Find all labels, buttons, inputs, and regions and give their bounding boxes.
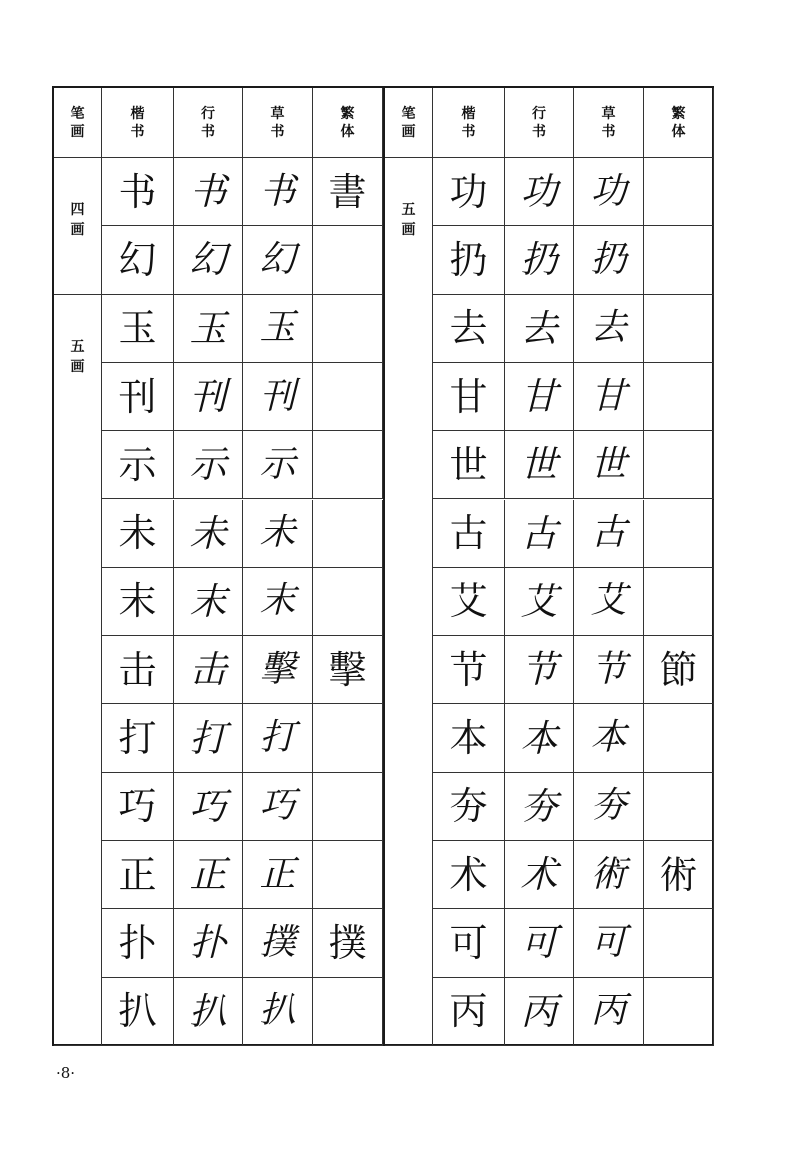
right-cell-kai [433,363,505,431]
glyph-kai: 末 [118,579,157,624]
right-cell-fan [644,773,714,841]
glyph-cao: 扒 [259,990,296,1032]
glyph-cao: 術 [590,853,627,895]
right-cell-xing [505,226,574,294]
right-cell-cao [574,431,644,499]
right-cell-cao [574,295,644,363]
left-cell-xing [174,909,243,977]
left-cell-xing [174,978,243,1046]
glyph-cao: 打 [259,717,296,759]
glyph-kai: 世 [449,442,488,487]
header-cao-char: 草 [270,105,285,122]
glyph-kai: 术 [449,852,488,897]
left-cell-fan [313,500,383,568]
left-cell-xing [174,226,243,294]
header-xing-char: 行 [532,105,546,122]
left-cell-xing [174,500,243,568]
right-cell-xing [505,295,574,363]
glyph-kai: 可 [449,920,488,965]
header-cao-char: 书 [601,123,616,140]
left-stroke-group [54,158,102,295]
left-cell-xing [174,363,243,431]
header-cao-char: 书 [270,123,285,140]
glyph-xing: 甘 [520,375,558,419]
glyph-xing: 世 [520,443,558,487]
right-header-xing [505,88,574,158]
right-cell-kai [433,704,505,772]
glyph-kai: 扔 [449,237,488,282]
glyph-cao: 扔 [590,238,627,280]
glyph-xing: 幻 [189,238,227,282]
header-xing-char: 书 [201,123,215,140]
right-stroke-group [385,158,433,1046]
left-cell-kai [102,295,174,363]
glyph-kai: 去 [449,306,488,351]
glyph-xing: 扑 [189,921,227,965]
glyph-cao: 去 [590,307,627,349]
glyph-xing: 刊 [189,375,227,419]
left-cell-cao [243,363,313,431]
right-cell-xing [505,704,574,772]
header-fan-char: 体 [340,123,355,140]
header-xing-char: 书 [532,123,546,140]
left-cell-cao [243,841,313,909]
glyph-xing: 末 [189,579,227,623]
glyph-xing: 玉 [189,306,227,350]
left-header-fan [313,88,383,158]
glyph-cao: 丙 [590,990,627,1032]
glyph-kai: 击 [118,647,157,692]
right-cell-xing [505,841,574,909]
right-cell-fan [644,158,714,226]
glyph-cao: 撲 [259,921,296,963]
glyph-xing: 击 [189,648,227,692]
right-cell-kai [433,841,505,909]
header-stroke-char: 画 [401,123,416,140]
left-cell-xing [174,568,243,636]
right-cell-cao [574,909,644,977]
calligraphy-table [52,86,714,1046]
left-cell-fan [313,431,383,499]
left-cell-kai [102,704,174,772]
glyph-kai: 刊 [118,374,157,419]
right-cell-fan [644,568,714,636]
glyph-cao: 艾 [590,580,627,622]
header-stroke-char: 笔 [70,105,85,122]
left-cell-fan [313,568,383,636]
left-cell-cao [243,636,313,704]
header-cao-char: 草 [601,105,616,122]
right-cell-xing [505,773,574,841]
glyph-kai: 正 [118,852,157,897]
glyph-xing: 扒 [189,989,227,1033]
left-cell-cao [243,704,313,772]
left-cell-fan [313,909,383,977]
right-cell-cao [574,978,644,1046]
right-cell-cao [574,636,644,704]
left-header-cao [243,88,313,158]
glyph-xing: 古 [520,511,558,555]
glyph-xing: 本 [520,716,558,760]
glyph-kai: 幻 [118,237,157,282]
left-cell-kai [102,841,174,909]
left-header-stroke [54,88,102,158]
left-cell-xing [174,841,243,909]
right-cell-fan [644,704,714,772]
right-cell-xing [505,500,574,568]
glyph-xing: 示 [189,443,227,487]
glyph-fan: 書 [328,169,367,214]
header-fan-char: 繁 [340,105,355,122]
glyph-xing: 功 [520,170,558,214]
left-cell-kai [102,363,174,431]
right-cell-xing [505,568,574,636]
left-cell-fan [313,978,383,1046]
header-fan-char: 体 [671,123,686,140]
right-header-cao [574,88,644,158]
glyph-kai: 书 [118,169,157,214]
right-header-fan [644,88,714,158]
right-cell-kai [433,909,505,977]
glyph-kai: 玉 [118,306,157,351]
right-cell-xing [505,158,574,226]
glyph-cao: 擊 [259,648,296,690]
right-cell-fan [644,909,714,977]
header-stroke-char: 画 [70,123,85,140]
left-cell-kai [102,568,174,636]
glyph-cao: 本 [590,717,627,759]
glyph-xing: 术 [520,853,558,897]
glyph-xing: 书 [189,170,227,214]
right-header-kai [433,88,505,158]
glyph-kai: 未 [118,511,157,556]
glyph-kai: 示 [118,442,157,487]
glyph-cao: 夯 [590,785,627,827]
left-cell-fan [313,636,383,704]
header-xing-char: 行 [201,105,215,122]
right-cell-kai [433,295,505,363]
right-cell-fan [644,841,714,909]
glyph-xing: 艾 [520,579,558,623]
left-cell-kai [102,431,174,499]
glyph-cao: 未 [259,512,296,554]
right-cell-cao [574,226,644,294]
glyph-kai: 古 [449,511,488,556]
right-cell-cao [574,704,644,772]
left-cell-xing [174,431,243,499]
left-cell-xing [174,636,243,704]
right-cell-cao [574,500,644,568]
left-cell-kai [102,978,174,1046]
glyph-cao: 示 [259,443,296,485]
left-header-xing [174,88,243,158]
right-cell-cao [574,568,644,636]
right-cell-kai [433,500,505,568]
left-cell-fan [313,704,383,772]
glyph-cao: 节 [590,648,627,690]
glyph-cao: 功 [590,170,627,212]
left-cell-cao [243,909,313,977]
stroke-group-char: 四 [70,202,85,218]
glyph-cao: 玉 [259,307,296,349]
left-cell-cao [243,295,313,363]
right-cell-fan [644,636,714,704]
left-cell-kai [102,500,174,568]
left-cell-xing [174,704,243,772]
left-header-kai [102,88,174,158]
glyph-xing: 可 [520,921,558,965]
glyph-fan: 節 [659,647,698,692]
right-cell-kai [433,978,505,1046]
glyph-cao: 可 [590,921,627,963]
left-cell-fan [313,295,383,363]
glyph-xing: 未 [189,511,227,555]
stroke-group-char: 五 [401,202,416,218]
right-cell-kai [433,158,505,226]
glyph-xing: 扔 [520,238,558,282]
left-cell-xing [174,158,243,226]
stroke-group-char: 画 [401,222,416,238]
glyph-kai: 甘 [449,374,488,419]
glyph-xing: 节 [520,648,558,692]
glyph-kai: 丙 [449,989,488,1034]
glyph-xing: 正 [189,853,227,897]
right-cell-fan [644,500,714,568]
glyph-cao: 巧 [259,785,296,827]
left-cell-cao [243,158,313,226]
glyph-kai: 本 [449,716,488,761]
left-cell-cao [243,500,313,568]
left-cell-fan [313,226,383,294]
left-cell-cao [243,226,313,294]
right-cell-fan [644,431,714,499]
glyph-kai: 扑 [118,920,157,965]
glyph-xing: 夯 [520,784,558,828]
header-kai-char: 书 [130,123,145,140]
left-cell-kai [102,909,174,977]
header-kai-char: 楷 [461,105,476,122]
right-cell-xing [505,363,574,431]
glyph-cao: 幻 [259,238,296,280]
glyph-cao: 末 [259,580,296,622]
right-header-stroke [385,88,433,158]
glyph-kai: 巧 [118,784,157,829]
right-cell-fan [644,226,714,294]
stroke-group-char: 五 [70,338,85,355]
glyph-cao: 古 [590,512,627,554]
right-cell-cao [574,363,644,431]
glyph-cao: 正 [259,853,296,895]
stroke-group-char: 画 [70,222,85,238]
right-cell-kai [433,226,505,294]
left-cell-cao [243,431,313,499]
header-kai-char: 书 [461,123,476,140]
stroke-group-char: 画 [70,358,85,375]
glyph-fan: 撲 [328,920,367,965]
left-cell-cao [243,773,313,841]
right-cell-xing [505,978,574,1046]
right-cell-xing [505,909,574,977]
right-cell-xing [505,636,574,704]
glyph-xing: 巧 [189,784,227,828]
left-cell-fan [313,773,383,841]
right-cell-kai [433,636,505,704]
left-cell-cao [243,568,313,636]
header-stroke-char: 笔 [401,105,416,122]
left-cell-kai [102,226,174,294]
right-cell-kai [433,431,505,499]
right-cell-fan [644,978,714,1046]
right-cell-cao [574,158,644,226]
left-cell-cao [243,978,313,1046]
glyph-xing: 打 [189,716,227,760]
left-cell-kai [102,158,174,226]
glyph-cao: 甘 [590,375,627,417]
header-fan-char: 繁 [671,105,686,122]
right-cell-fan [644,363,714,431]
right-cell-cao [574,841,644,909]
glyph-xing: 丙 [520,989,558,1033]
glyph-fan: 術 [659,852,698,897]
glyph-kai: 夯 [449,784,488,829]
left-cell-xing [174,295,243,363]
glyph-kai: 扒 [118,989,157,1034]
header-kai-char: 楷 [130,105,145,122]
left-cell-fan [313,841,383,909]
right-cell-cao [574,773,644,841]
glyph-cao: 刊 [259,375,296,417]
right-cell-kai [433,568,505,636]
glyph-cao: 世 [590,443,627,485]
glyph-xing: 去 [520,306,558,350]
left-cell-xing [174,773,243,841]
left-cell-fan [313,363,383,431]
glyph-kai: 艾 [449,579,488,624]
glyph-kai: 节 [449,647,488,692]
glyph-kai: 功 [449,169,488,214]
right-cell-fan [644,295,714,363]
glyph-cao: 书 [259,170,296,212]
left-cell-kai [102,636,174,704]
left-cell-fan [313,158,383,226]
right-cell-xing [505,431,574,499]
page-number: ·8· [56,1064,76,1082]
right-cell-kai [433,773,505,841]
center-divider [383,88,385,1044]
left-stroke-group [54,295,102,1046]
glyph-kai: 打 [118,716,157,761]
glyph-fan: 擊 [328,647,367,692]
left-cell-kai [102,773,174,841]
